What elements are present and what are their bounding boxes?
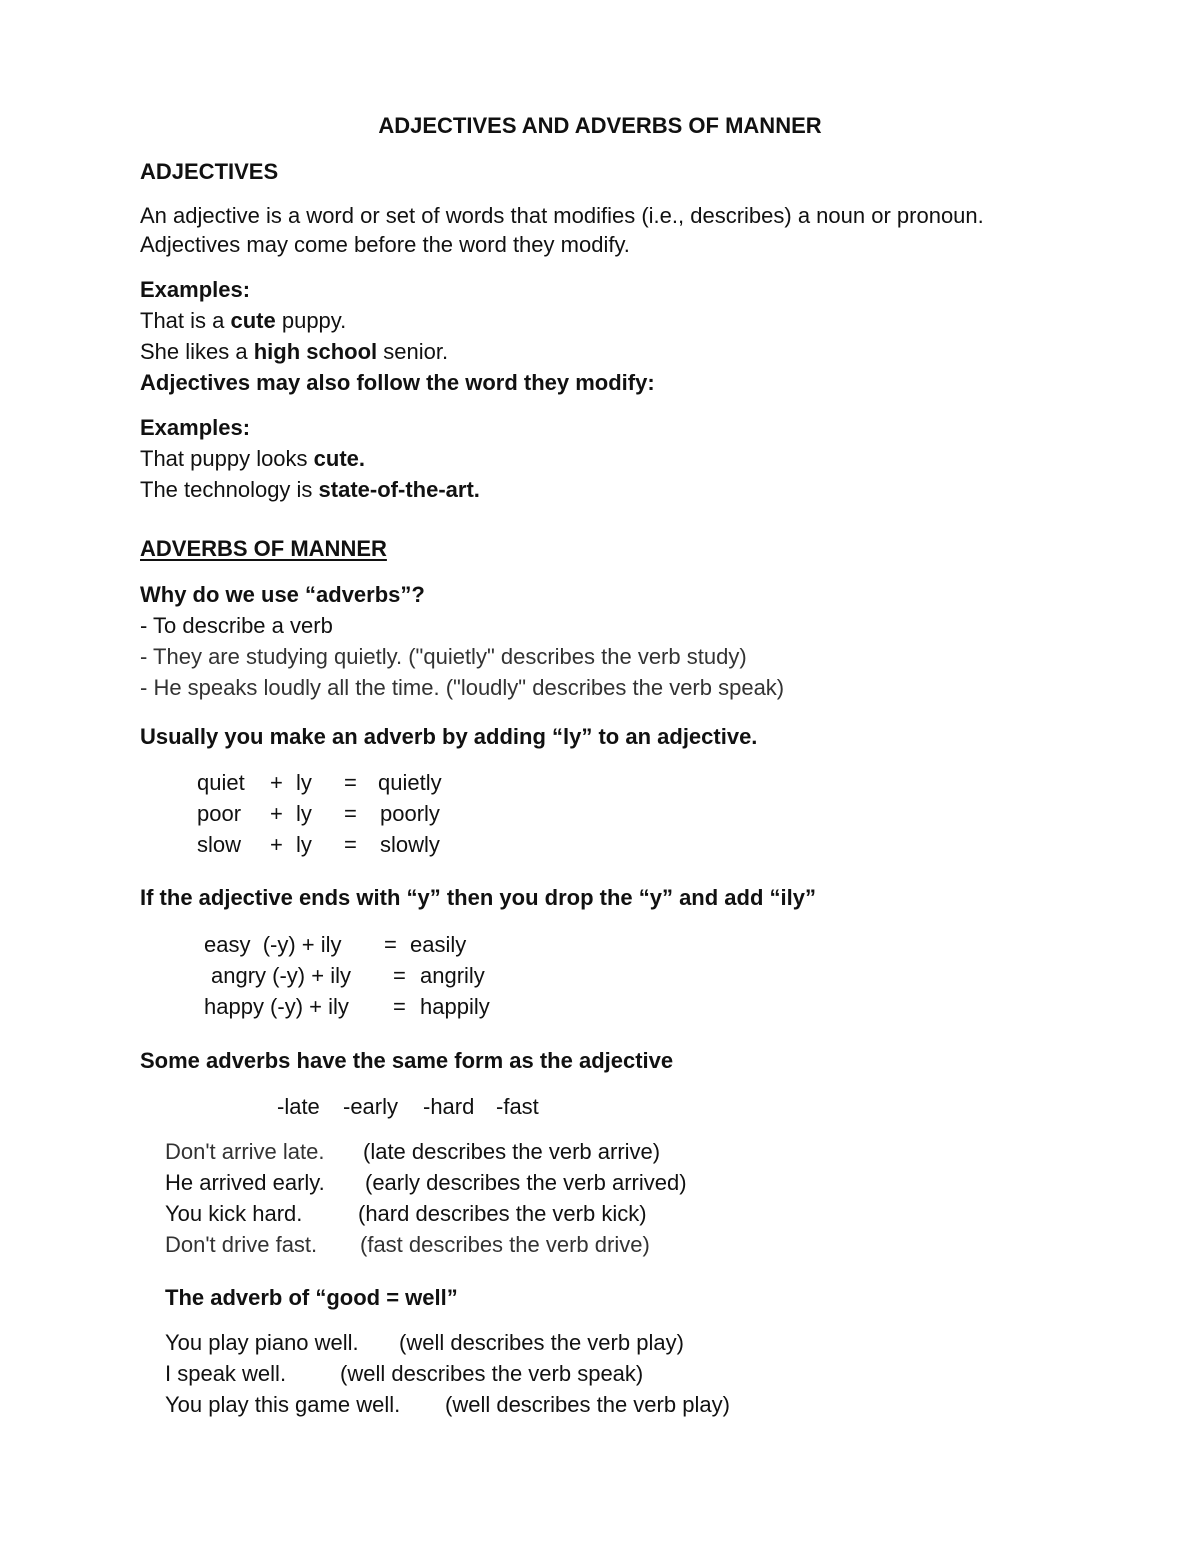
ily-formula: easy (-y) + ily bbox=[204, 932, 342, 957]
ily-equals: = bbox=[393, 963, 406, 988]
ily-result: happily bbox=[420, 994, 490, 1019]
why-point-1: - To describe a verb bbox=[140, 613, 333, 638]
same-form-note: (fast describes the verb drive) bbox=[360, 1232, 650, 1257]
ly-plus: + bbox=[270, 770, 283, 795]
ly-suffix: ly bbox=[296, 801, 312, 826]
same-form-word: -early bbox=[343, 1094, 399, 1119]
examples-label-2: Examples: bbox=[140, 415, 251, 440]
ly-result: poorly bbox=[380, 801, 440, 826]
ily-equals: = bbox=[384, 932, 397, 957]
well-sentence: You play piano well. bbox=[165, 1330, 359, 1355]
example-sentence-2: She likes a high school senior. bbox=[140, 339, 449, 364]
example-sentence-4: The technology is state-of-the-art. bbox=[140, 477, 480, 502]
well-note: (well describes the verb play) bbox=[445, 1392, 730, 1417]
page-title: ADJECTIVES AND ADVERBS OF MANNER bbox=[378, 113, 822, 138]
well-note: (well describes the verb speak) bbox=[340, 1361, 644, 1386]
y-rule: If the adjective ends with “y” then you drop the “y” and add “ily” bbox=[140, 885, 816, 910]
adjective-definition-line-2: Adjectives may come before the word they modify. bbox=[140, 232, 630, 257]
same-form-word: -hard bbox=[423, 1094, 475, 1119]
same-form-note: (late describes the verb arrive) bbox=[363, 1139, 661, 1164]
ily-result: easily bbox=[410, 932, 467, 957]
well-note: (well describes the verb play) bbox=[399, 1330, 684, 1355]
ly-plus: + bbox=[270, 832, 283, 857]
ily-formula: happy (-y) + ily bbox=[204, 994, 349, 1019]
why-adverbs-question: Why do we use “adverbs”? bbox=[140, 582, 425, 607]
good-well-rule: The adverb of “good = well” bbox=[165, 1285, 458, 1310]
adjectives-heading: ADJECTIVES bbox=[140, 159, 279, 184]
same-form-sentence: Don't drive fast. bbox=[165, 1232, 318, 1257]
same-form-rule: Some adverbs have the same form as the adjective bbox=[140, 1048, 674, 1073]
adjective-follow-rule: Adjectives may also follow the word they modify: bbox=[140, 370, 655, 395]
same-form-note: (hard describes the verb kick) bbox=[358, 1201, 647, 1226]
why-point-3: - He speaks loudly all the time. ("loudly" describes the verb speak) bbox=[140, 675, 785, 700]
ly-rule: Usually you make an adverb by adding “ly” to an adjective. bbox=[140, 724, 758, 749]
why-point-2: - They are studying quietly. ("quietly" describes the verb study) bbox=[140, 644, 747, 669]
same-form-sentence: He arrived early. bbox=[165, 1170, 325, 1195]
adjective-definition-line-1: An adjective is a word or set of words that modifies (i.e., describes) a noun or pronoun. bbox=[140, 203, 984, 228]
well-sentence: You play this game well. bbox=[165, 1392, 401, 1417]
same-form-note: (early describes the verb arrived) bbox=[365, 1170, 687, 1195]
ly-base: poor bbox=[197, 801, 242, 826]
same-form-word: -fast bbox=[496, 1094, 539, 1119]
ly-base: slow bbox=[197, 832, 242, 857]
ily-equals: = bbox=[393, 994, 406, 1019]
ly-result: slowly bbox=[380, 832, 440, 857]
ly-result: quietly bbox=[378, 770, 442, 795]
ly-equals: = bbox=[344, 801, 357, 826]
adverbs-heading: ADVERBS OF MANNER bbox=[140, 536, 387, 561]
ly-equals: = bbox=[344, 832, 357, 857]
well-sentence: I speak well. bbox=[165, 1361, 287, 1386]
same-form-sentence: You kick hard. bbox=[165, 1201, 303, 1226]
ily-formula: angry (-y) + ily bbox=[211, 963, 351, 988]
ly-base: quiet bbox=[197, 770, 245, 795]
ly-suffix: ly bbox=[296, 770, 312, 795]
examples-label-1: Examples: bbox=[140, 277, 251, 302]
ily-result: angrily bbox=[420, 963, 485, 988]
same-form-sentence: Don't arrive late. bbox=[165, 1139, 325, 1164]
example-sentence-3: That puppy looks cute. bbox=[140, 446, 366, 471]
example-sentence-1: That is a cute puppy. bbox=[140, 308, 347, 333]
ly-equals: = bbox=[344, 770, 357, 795]
same-form-word: -late bbox=[277, 1094, 320, 1119]
ly-plus: + bbox=[270, 801, 283, 826]
ly-suffix: ly bbox=[296, 832, 312, 857]
